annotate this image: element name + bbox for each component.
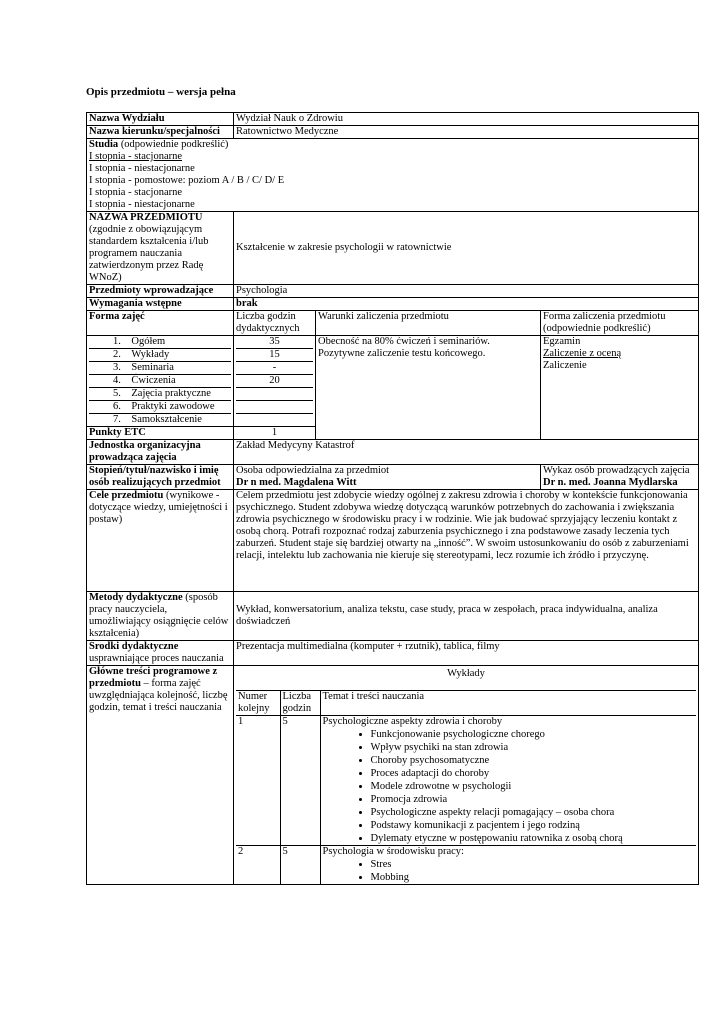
prereq-value: brak bbox=[234, 298, 699, 311]
means-label: Środki dydaktyczne bbox=[89, 641, 179, 652]
methods-value: Wykład, konwersatorium, analiza tekstu, case study, praca w zespołach, praca indywidualna, analiza doświadczeń bbox=[234, 592, 699, 641]
form-option: Egzamin bbox=[543, 336, 581, 347]
lecture-title: Psychologia w środowisku pracy: bbox=[322, 846, 464, 857]
unit-row bbox=[87, 440, 699, 465]
methods-note: (sposób pracy nauczyciela, umożliwiający osiągnięcie celów kształcenia) bbox=[89, 592, 229, 639]
hours-value: 15 bbox=[236, 349, 313, 362]
forms-label: Forma zajęć bbox=[87, 311, 234, 336]
goals-value: Celem przedmiotu jest zdobycie wiedzy ogólnej z zakresu zdrowia i choroby w kontekście funkcjonowania psychicznego. Student zdobywa wiedzę dotyczącą warunków potrzebnych do zachowania i zwiększania zdrowia psychicznego w środowisku pracy i w rodzinie. Wie jak budować sprzyjający leczeniu kontakt z osobą chorą. Potrafi rozpoznać rodzaj zaburzenia psychicznego i zna podstawowe zasady leczenia tych zaburzeń. Student staje się bardziej otwarty na „inność”. W swoim ustosunkowaniu do osób z zaburzeniami relacji, intelektu lub zachowania nie kieruje się stereotypami, lecz rozumie ich źródło i przyczynę. bbox=[234, 490, 699, 592]
studies-row bbox=[87, 139, 699, 212]
intro-value: Psychologia bbox=[234, 285, 699, 298]
content-row bbox=[87, 666, 699, 885]
form-item: 2. Wykłady bbox=[89, 349, 231, 362]
subject-row bbox=[87, 212, 699, 285]
ects-label: Punkty ETC bbox=[87, 427, 234, 440]
lecture-hours: 5 bbox=[280, 846, 320, 885]
form-item: 6. Praktyki zawodowe bbox=[89, 401, 231, 414]
goals-label: Cele przedmiotu bbox=[89, 490, 164, 501]
lecture-row bbox=[236, 846, 696, 885]
lecture-number: 1 bbox=[236, 716, 280, 846]
list-item: • Podstawy komunikacji z pacjentem i jego rodziną bbox=[371, 819, 695, 832]
methods-label-cell bbox=[87, 592, 234, 641]
forms-header-row bbox=[87, 311, 699, 336]
means-value: Prezentacja multimedialna (komputer + rzutnik), tablica, filmy bbox=[234, 641, 699, 666]
document-title: Opis przedmiotu – wersja pełna bbox=[86, 86, 236, 98]
form-item: 3. Seminaria bbox=[89, 362, 231, 375]
unit-label: Jednostka organizacyjna prowadząca zajęcia bbox=[87, 440, 234, 465]
subject-note: (zgodnie z obowiązującym standardem kształcenia i/lub programem nauczania zatwierdzonym przez Radę WNoZ) bbox=[89, 224, 209, 283]
form-item: 4. Ćwiczenia bbox=[89, 375, 231, 388]
content-label-cell bbox=[87, 666, 234, 885]
form-item: 7. Samokształcenie bbox=[113, 414, 202, 425]
conditions-header: Warunki zaliczenia przedmiotu bbox=[316, 311, 541, 336]
forms-body-row bbox=[87, 336, 699, 427]
studies-option: I stopnia - stacjonarne bbox=[89, 151, 183, 162]
ects-value: 1 bbox=[234, 427, 316, 440]
lecture-title: Psychologiczne aspekty zdrowia i choroby bbox=[322, 716, 503, 727]
lecture-items bbox=[323, 858, 695, 884]
studies-note: (odpowiednie podkreślić) bbox=[118, 139, 229, 150]
content-label: Główne treści programowe z przedmiotu bbox=[89, 666, 218, 689]
faculty-row bbox=[87, 113, 699, 126]
goals-row bbox=[87, 490, 699, 592]
lectures-header: Wykłady bbox=[236, 666, 696, 691]
program-value: Ratownictwo Medyczne bbox=[234, 126, 699, 139]
means-row bbox=[87, 641, 699, 666]
forms-list bbox=[89, 336, 231, 426]
list-item: • Wpływ psychiki na stan zdrowia bbox=[371, 741, 695, 754]
hours-value bbox=[236, 414, 313, 427]
studies-option: I stopnia - stacjonarne bbox=[89, 187, 183, 198]
teachers-name: Dr n. med. Joanna Mydlarska bbox=[543, 477, 678, 488]
intro-label: Przedmioty wprowadzające bbox=[87, 285, 234, 298]
form-header: Forma zaliczenia przedmiotu (odpowiednie podkreślić) bbox=[541, 311, 699, 336]
means-note: usprawniające proces nauczania bbox=[89, 653, 224, 664]
staff-row bbox=[87, 465, 699, 490]
list-item: • Choroby psychosomatyczne bbox=[371, 754, 695, 767]
list-item: • Dylematy etyczne w postępowaniu ratownika z osobą chorą bbox=[371, 832, 695, 845]
studies-option: I stopnia - niestacjonarne bbox=[89, 199, 195, 210]
col-topic-header: Temat i treści nauczania bbox=[320, 691, 696, 716]
list-item: • Psychologiczne aspekty relacji pomagający – osoba chora bbox=[371, 806, 695, 819]
hours-value: 35 bbox=[236, 336, 313, 349]
hours-value: 20 bbox=[236, 375, 313, 388]
content-note: – forma zajęć uwzględniająca kolejność, liczbę godzin, temat i treści nauczania bbox=[89, 678, 228, 713]
list-item: • Promocja zdrowia bbox=[371, 793, 695, 806]
lecture-hours: 5 bbox=[280, 716, 320, 846]
col-number-header: Numer kolejny bbox=[236, 691, 280, 716]
prereq-label: Wymagania wstępne bbox=[87, 298, 234, 311]
lectures-cell bbox=[234, 666, 699, 885]
prerequisites-row bbox=[87, 298, 699, 311]
responsible-header: Osoba odpowiedzialna za przedmiot bbox=[236, 465, 390, 476]
form-option: Zaliczenie bbox=[543, 360, 587, 371]
form-item: 1. Ogółem bbox=[89, 336, 231, 349]
form-options-cell bbox=[541, 336, 699, 440]
list-item: • Stres bbox=[371, 858, 695, 871]
faculty-value: Wydział Nauk o Zdrowiu bbox=[234, 113, 699, 126]
lectures-table bbox=[236, 666, 696, 884]
staff-label: Stopień/tytuł/nazwisko i imię osób realizujących przedmiot bbox=[87, 465, 234, 490]
list-item: • Modele zdrowotne w psychologii bbox=[371, 780, 695, 793]
responsible-cell bbox=[234, 465, 541, 490]
subject-label: NAZWA PRZEDMIOTU bbox=[89, 212, 203, 223]
forms-list-cell bbox=[87, 336, 234, 427]
hours-value bbox=[236, 401, 313, 414]
list-item: • Mobbing bbox=[371, 871, 695, 884]
studies-option: I stopnia - niestacjonarne bbox=[89, 163, 195, 174]
studies-cell bbox=[87, 139, 699, 212]
list-item: • Proces adaptacji do choroby bbox=[371, 767, 695, 780]
lecture-topic bbox=[320, 716, 696, 846]
lecture-topic bbox=[320, 846, 696, 885]
program-label: Nazwa kierunku/specjalności bbox=[87, 126, 234, 139]
conditions-text: Obecność na 80% ćwiczeń i seminariów. Pozytywne zaliczenie testu końcowego. bbox=[316, 336, 541, 440]
hours-header: Liczba godzin dydaktycznych bbox=[234, 311, 316, 336]
lecture-row bbox=[236, 716, 696, 846]
means-label-cell bbox=[87, 641, 234, 666]
hours-value bbox=[236, 388, 313, 401]
form-option: Zaliczenie z oceną bbox=[543, 348, 622, 359]
hours-value: - bbox=[236, 362, 313, 375]
course-description-table bbox=[86, 112, 699, 885]
col-hours-header: Liczba godzin bbox=[280, 691, 320, 716]
methods-label: Metody dydaktyczne bbox=[89, 592, 183, 603]
faculty-label: Nazwa Wydziału bbox=[87, 113, 234, 126]
program-row bbox=[87, 126, 699, 139]
teachers-header: Wykaz osób prowadzących zajęcia bbox=[543, 465, 690, 476]
subject-label-cell bbox=[87, 212, 234, 285]
lecture-items bbox=[323, 728, 695, 845]
responsible-name: Dr n med. Magdalena Witt bbox=[236, 477, 357, 488]
hours-list-cell bbox=[234, 336, 316, 427]
intro-subjects-row bbox=[87, 285, 699, 298]
list-item: • Funkcjonowanie psychologiczne chorego bbox=[371, 728, 695, 741]
methods-row bbox=[87, 592, 699, 641]
goals-note: (wynikowe - dotyczące wiedzy, umiejętności i postaw) bbox=[89, 490, 228, 525]
studies-label: Studia bbox=[89, 139, 119, 150]
lecture-number: 2 bbox=[236, 846, 280, 885]
studies-option: I stopnia - pomostowe: poziom A / B / C/ D/ E bbox=[89, 175, 285, 186]
goals-label-cell bbox=[87, 490, 234, 592]
subject-value: Kształcenie w zakresie psychologii w ratownictwie bbox=[234, 212, 699, 285]
form-item: 5. Zajęcia praktyczne bbox=[89, 388, 231, 401]
unit-value: Zakład Medycyny Katastrof bbox=[234, 440, 699, 465]
teachers-cell bbox=[541, 465, 699, 490]
hours-list bbox=[236, 336, 313, 426]
